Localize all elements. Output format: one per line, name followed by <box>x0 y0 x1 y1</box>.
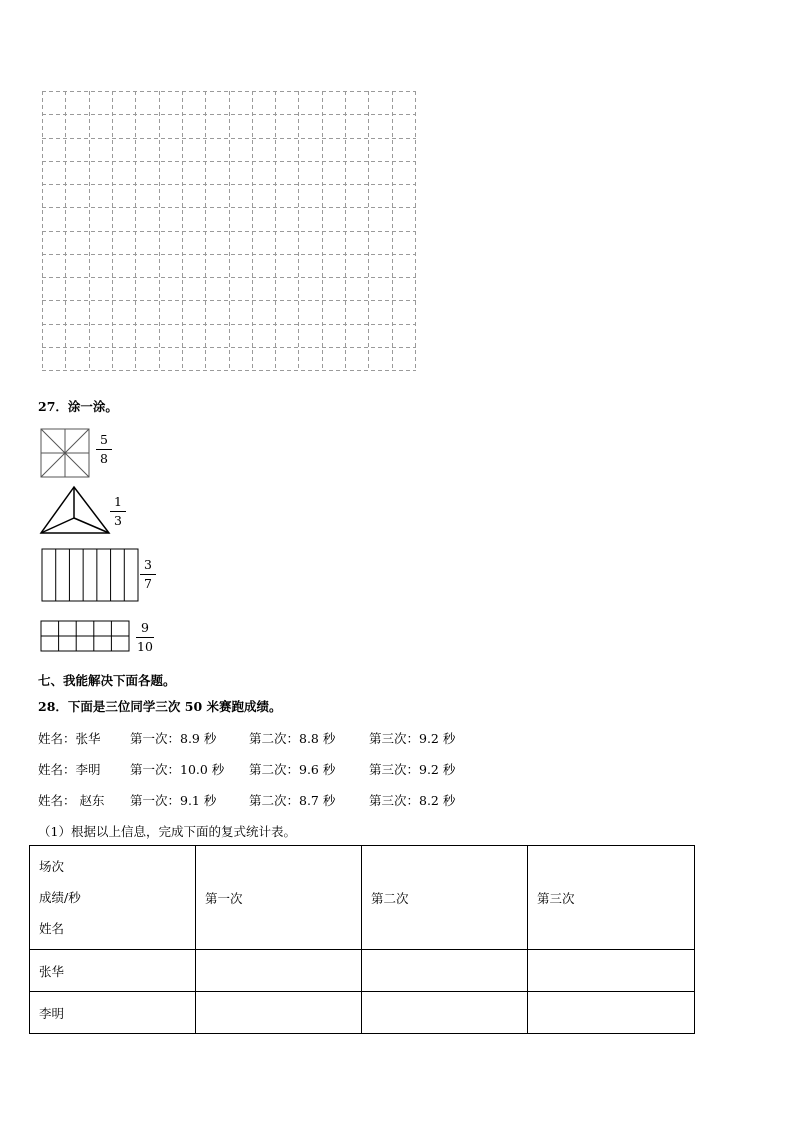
rectangle-sevenths-shape <box>41 548 139 602</box>
table-header-row <box>30 846 695 950</box>
square-eighths-shape <box>40 428 90 478</box>
header-line: 成绩/秒 <box>39 890 81 905</box>
section-7-title: 七、我能解决下面各题。 <box>38 673 176 688</box>
answer-cell[interactable] <box>196 950 362 992</box>
record-second: 第二次：8.8 秒 <box>249 731 336 746</box>
record-first: 第一次：10.0 秒 <box>130 762 225 777</box>
fraction-1-3 <box>110 494 126 529</box>
question-28-title: 28．下面是三位同学三次 50 米赛跑成绩。 <box>38 699 282 714</box>
question-27-title: 27．涂一涂。 <box>38 399 118 414</box>
sub-question-1: （1）根据以上信息，完成下面的复式统计表。 <box>38 824 296 839</box>
fraction-numerator: 9 <box>141 620 149 635</box>
fraction-numerator: 5 <box>100 432 108 447</box>
fraction-denominator: 8 <box>100 451 108 466</box>
fraction-3-7 <box>140 557 156 592</box>
record-name: 姓名：李明 <box>38 762 101 777</box>
diagonal-header-cell <box>30 846 196 950</box>
row-header: 李明 <box>30 992 196 1034</box>
answer-cell[interactable] <box>362 992 528 1034</box>
dashed-grid <box>42 91 416 371</box>
column-header: 第一次 <box>196 846 362 950</box>
header-line: 姓名 <box>39 921 65 936</box>
record-name: 姓名： 赵东 <box>38 793 105 808</box>
record-third: 第三次：9.2 秒 <box>369 731 456 746</box>
row-header: 张华 <box>30 950 196 992</box>
table-row <box>30 950 695 992</box>
statistics-table <box>29 845 695 1034</box>
fraction-denominator: 7 <box>144 576 152 591</box>
answer-cell[interactable] <box>528 950 695 992</box>
record-second: 第二次：8.7 秒 <box>249 793 336 808</box>
column-header: 第二次 <box>362 846 528 950</box>
column-header: 第三次 <box>528 846 695 950</box>
record-name: 姓名：张华 <box>38 731 101 746</box>
record-second: 第二次：9.6 秒 <box>249 762 336 777</box>
record-third: 第三次：8.2 秒 <box>369 793 456 808</box>
table-row <box>30 992 695 1034</box>
header-line: 场次 <box>39 859 65 874</box>
record-first: 第一次：9.1 秒 <box>130 793 217 808</box>
rectangle-tenths-shape <box>40 620 130 652</box>
fraction-numerator: 1 <box>114 494 122 509</box>
answer-cell[interactable] <box>528 992 695 1034</box>
fraction-denominator: 3 <box>114 513 122 528</box>
fraction-9-10 <box>136 620 154 655</box>
fraction-numerator: 3 <box>144 557 152 572</box>
answer-cell[interactable] <box>196 992 362 1034</box>
answer-cell[interactable] <box>362 950 528 992</box>
record-first: 第一次：8.9 秒 <box>130 731 217 746</box>
record-third: 第三次：9.2 秒 <box>369 762 456 777</box>
triangle-thirds-shape <box>39 485 111 535</box>
fraction-denominator: 10 <box>137 639 153 654</box>
fraction-5-8 <box>96 432 112 467</box>
